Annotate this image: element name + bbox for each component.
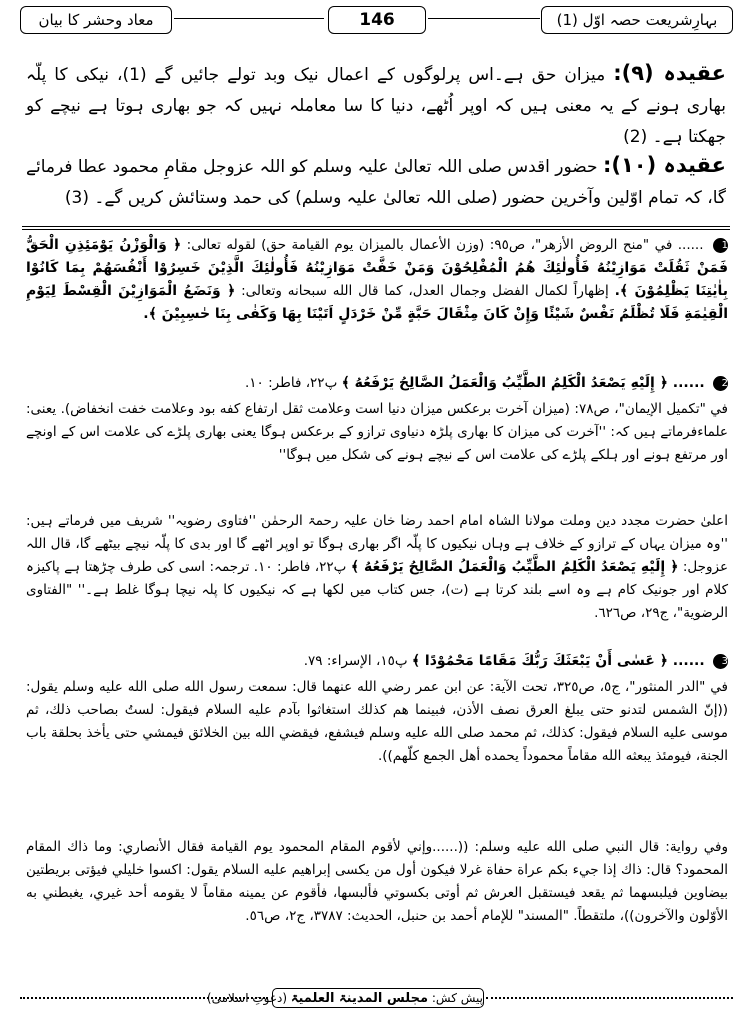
- aqeedah-9-text: میزان حق ہے۔اس پرلوگوں کے اعمال نیک وبد تولے جائیں گے (1)، نیکی کا پلّہ بھاری ہونے کے یہ معنی ہیں کہ اوپر اُٹھے، دنیا کا سا معاملہ نہیں کہ جو بھاری ہوتا ہے نیچے کو جھکتا ہے۔ (2): [26, 65, 726, 147]
- quran-reference: پ١٥، الإسراء: ٧٩.: [303, 653, 408, 669]
- aqeedah-9-paragraph: [26, 58, 726, 153]
- footnote-separator: [22, 226, 730, 230]
- footnote-marker: 2: [713, 376, 728, 391]
- quran-verse: ...... ﴿ إِلَيْهِ يَصْعَدُ الْكَلِمُ الطَّيِّبُ وَالْعَمَلُ الصَّالِحُ يَرْفَعُهُ ﴾: [341, 375, 705, 391]
- presenter-label: پیش کش:: [431, 991, 483, 1005]
- footnote-marker: 1: [713, 238, 728, 253]
- footnote-1-text: ...... في "منح الروض الأزهر"، ص٩٥: (وزن الأعمال بالميزان يوم القيامة حق) لقوله تعالى:: [186, 237, 704, 253]
- takmeel-quote: في "تكميل الإيمان"، ص٧٨: (ميزان آخرت برعكس ميزان دنيا است وعلامت ثقل ارتفاع كفه بود وعلامت خفت انخفاض).: [60, 401, 729, 417]
- footer-rule-right: [486, 997, 733, 999]
- fatawa-quote: اعلیٰ حضرت مجدد دین وملت مولانا الشاہ امام احمد رضا خان علیہ رحمۃ الرحمٰن ''فتاوی رضویہ'' شریف میں فرماتے ہیں: ''وہ میزان یہاں کے ترازو کے خلاف ہے وہاں نیکیوں کا پلّہ اگر بھاری ہوگا تو اوپر اٹھے گا اور بدی کا پلّہ نیچے بیٹھے گا، قال اللہ عزوجل:: [26, 513, 728, 575]
- footnote-1-text-2: إظهاراً لكمال الفضل وجمال العدل، كما قال الله سبحانه وتعالى:: [241, 283, 609, 299]
- publisher-name: مجلس المدینۃ العلمیۃ: [290, 991, 429, 1006]
- footnote-2-continued: [26, 398, 728, 467]
- page-number: 146: [328, 6, 426, 34]
- footnote-2: [26, 372, 728, 395]
- aqeedah-9-heading: عقیدہ (۹):: [613, 61, 726, 85]
- urdu-explanation: یعنی: علماءفرماتے ہیں کہ: ''آخرت کی میزان کا بھاری پلڑہ دنیاوی ترازو کے برعکس ہوگا یعنی بھاری پلڑے کی علامت اس کے اونچے اور مرتفع ہونے اور ہلکے پلڑے کی علامت اس کے نیچے ہونے کی شکل میں ہوگا'': [26, 401, 728, 463]
- footnote-2-fatawa: [26, 510, 728, 625]
- quran-verse: ﴿ وَالْوَزْنُ يَوْمَئِذِنِ الْحَقُّ فَمَنْ ثَقُلَتْ مَوَازِيْنُهُ فَأُولٰئِكَ هُمُ الْمُفْلِحُوْنَ وَمَنْ خَفَّتْ مَوَازِيْنُهُ فَأُولٰئِكَ الَّذِيْنَ خَسِرُوْا أَنْفُسَهُمْ بِمَا كَانُوْا بِاٰيٰتِنَا يَظْلِمُوْنَ ﴾.: [26, 237, 729, 299]
- footnote-marker: 3: [713, 654, 728, 669]
- publisher-sub: (دعوتِ اسلامی): [206, 991, 288, 1005]
- quran-verse: ﴿ إِلَيْهِ يَصْعَدُ الْكَلِمُ الطَّيِّبُ وَالْعَمَلُ الصَّالِحُ يَرْفَعُهُ ﴾: [350, 559, 679, 575]
- hadith-musnad: وفي رواية: قال النبي صلى الله عليه وسلم: ((......وإني لأقوم المقام المحمود يوم القيامة فقال الأنصاري: وما ذاك المقام المحمود؟ قال: ذاك إذا جيء بكم عراة حفاة غرلا فيكون أول من يكسى إبراهيم عليه السلام يقول: اكسوا خليلي فيؤتى بريطتين بيضاوين فيلبسهما ثم يقعد فيستقبل العرش ثم أوتى بكسوتي فألبسها، فأقوم عن يمينه مقاماً لا يقومه أحد غيري، يغبطني به الأوّلون والآخرون))، ملتقطاً. "المسند" للإمام أحمد بن حنبل، الحديث: ٣٧٨٧، ج٢، ص٥٦.: [26, 839, 728, 924]
- quran-reference: پ٢٢، فاطر: ١٠.: [244, 375, 338, 391]
- hadith-durr-manthur: في "الدر المنثور"، ج٥، ص٣٢٥، تحت الآية: عن ابن عمر رضي الله عنهما قال: سمعت رسول الله صلى الله عليه وسلم يقول: ((إنّ الشمس لتدنو حتى يبلغ العرق نصف الأذن، فبينما هم كذلك استغاثوا بآدم عليه السلام فيقول: لستُ بصاحب ذلك، ثم موسى عليه السلام فيقول: كذلك، ثم محمد صلى الله عليه وسلم فيشفع، فيقضي الله بين الخلائق فيمشي حتى يأخذ بحلقة باب الجنة، فيومئذ يبعثه الله مقاماً محموداً يحمده أهل الجمع كلّهم)).: [26, 679, 728, 764]
- header-rule-right: [428, 18, 540, 19]
- section-title: معاد وحشر کا بیان: [20, 6, 172, 34]
- publisher-box: [206, 988, 484, 1008]
- quran-verse: ﴿ وَنَضَعُ الْمَوَازِيْنَ الْقِسْطَ لِيَوْمِ الْقِيٰمَةِ فَلَا تُظْلَمُ نَفْسٌ شَيْئًا وَإِنْ كَانَ مِثْقَالَ حَبَّةٍ مِّنْ خَرْدَلٍ اَتَيْنَا بِهَا وَكَفٰى بِنَا حٰسِبِيْنَ ﴾.: [26, 283, 728, 322]
- page-header: [20, 6, 733, 34]
- header-rule-left: [174, 18, 324, 19]
- aqeedah-10-heading: عقیدہ (۱۰):: [602, 153, 726, 177]
- footnote-1: [26, 234, 728, 326]
- aqeedah-10-text: حضور اقدس صلی اللہ تعالیٰ علیہ وسلم کو اللہ عزوجل مقامِ محمود عطا فرمائے گا، کہ تمام اوّلین وآخرین حضور (صلی اللہ تعالیٰ علیہ وسلم) کی حمد وستائش کریں گے۔ (3): [26, 157, 726, 208]
- fatawa-translation: پ٢٢، فاطر: ١٠. ترجمہ: اسی کی طرف چڑھتا ہے پاکیزہ کلام اور جونیک کام ہے وہ اسے بلند کرتا ہے (ت)، جس کتاب میں لکھا ہے کہ نیکیوں کا پلہ نیچا ہوگا غلط ہے۔'': [26, 559, 729, 598]
- quran-verse: ...... ﴿ عَسٰى أَنْ يَبْعَثَكَ رَبُّكَ مَقَامًا مَحْمُوْدًا ﴾: [411, 653, 705, 669]
- book-title: بہارِشریعت حصہ اوّل (1): [541, 6, 733, 34]
- page-footer: [20, 988, 733, 1008]
- fatawa-reference: "الفتاوى الرضوية"، ج٢٩، ص٦٢٦.: [26, 582, 728, 621]
- footnote-3: [26, 650, 728, 673]
- aqeedah-10-paragraph: [26, 150, 726, 214]
